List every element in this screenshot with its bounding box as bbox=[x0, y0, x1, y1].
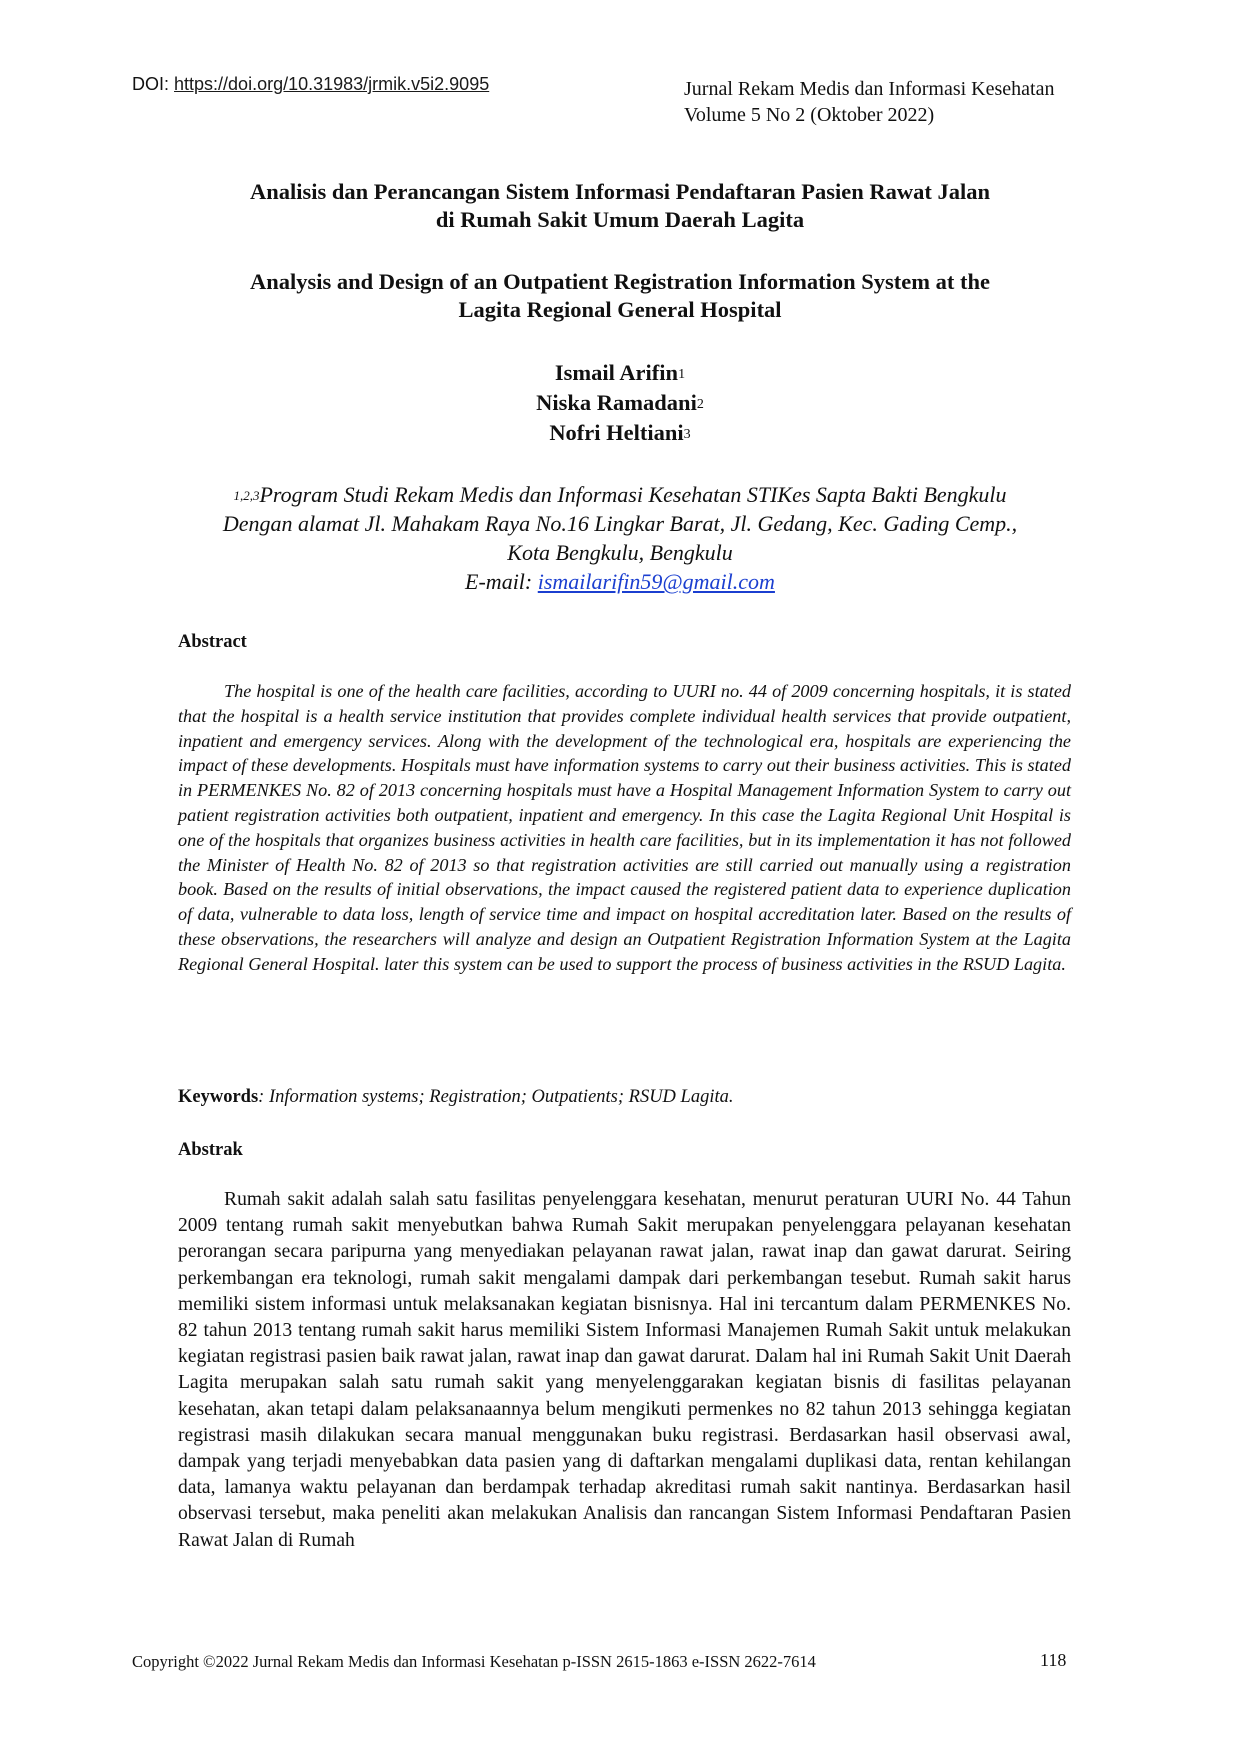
affiliation-line2: Dengan alamat Jl. Mahakam Raya No.16 Lingkar Barat, Jl. Gedang, Kec. Gading Cemp., bbox=[222, 511, 1018, 536]
title-indonesian bbox=[160, 178, 1080, 234]
affiliation-line1 bbox=[160, 480, 1080, 509]
journal-volume: Volume 5 No 2 (Oktober 2022) bbox=[684, 104, 935, 126]
email-label: E-mail: bbox=[465, 569, 538, 594]
author-name: Ismail Arifin bbox=[554, 360, 679, 385]
title-en-line1: Analysis and Design of an Outpatient Registration Information System at the bbox=[249, 269, 991, 294]
journal-info bbox=[684, 76, 1054, 128]
author-name: Nofri Heltiani bbox=[549, 420, 684, 445]
abstrak-text: Rumah sakit adalah salah satu fasilitas penyelenggara kesehatan, menurut peraturan UURI No. 44 Tahun 2009 tentang rumah sakit menyebutkan bahwa Rumah Sakit merupakan penyelenggara pelayanan kesehatan perorangan secara paripurna yang menyediakan pelayanan rawat jalan, rawat inap dan gawat darurat. Seiring perkembangan era teknologi, rumah sakit mengalami dampak dari perkembangan tesebut. Rumah sakit harus memiliki sistem informasi untuk melaksanakan kegiatan bisnisnya. Hal ini tercantum dalam PERMENKES No. 82 tahun 2013 tentang rumah sakit harus memiliki Sistem Informasi Manajemen Rumah Sakit untuk melakukan kegiatan registrasi pasien baik rawat jalan, rawat inap dan gawat darurat. Dalam hal ini Rumah Sakit Unit Daerah Lagita merupakan salah satu rumah sakit yang menyelenggarakan kegiatan bisnis di fasilitas pelayanan kesehatan, akan tetapi dalam pelaksanaannya belum mengikuti permenkes no 82 tahun 2013 sehingga kegiatan registrasi masih dilakukan secara manual menggunakan buku registrasi. Berdasarkan hasil observasi awal, dampak yang terjadi menyebabkan data pasien yang di daftarkan mengalami duplikasi data, rentan kehilangan data, lamanya waktu pelayanan dan berdampak terhadap akreditasi rumah sakit nantinya. Berdasarkan hasil observasi tersebut, maka peneliti akan melakukan Analisis dan rancangan Sistem Informasi Pendaftaran Pasien Rawat Jalan di Rumah bbox=[178, 1189, 1071, 1551]
author-mark: 3 bbox=[683, 427, 691, 442]
abstract-text: The hospital is one of the health care facilities, according to UURI no. 44 of 2009 concerning hospitals, it is stated that the hospital is a health service institution that provides complete individual health services that provide outpatient, inpatient and emergency services. Along with the development of the technological era, hospitals are experiencing the impact of these developments. Hospitals must have information systems to carry out their business activities. This is stated in PERMENKES No. 82 of 2013 concerning hospitals must have a Hospital Management Information System to carry out patient registration activities both outpatient, inpatient and emergency. In this case the Lagita Regional Unit Hospital is one of the hospitals that organizes business activities in health care facilities, but in its implementation it has not followed the Minister of Health No. 82 of 2013 so that registration activities are still carried out manually using a registration book. Based on the results of initial observations, the impact caused the registered patient data to experience duplication of data, vulnerable to data loss, length of service time and impact on hospital accreditation later. Based on the results of these observations, the researchers will analyze and design an Outpatient Registration Information System at the Lagita Regional General Hospital. later this system can be used to support the process of business activities in the RSUD Lagita. bbox=[178, 681, 1071, 974]
title-id-line2: di Rumah Sakit Umum Daerah Lagita bbox=[435, 207, 805, 232]
author bbox=[160, 358, 1080, 388]
abstract-heading: Abstract bbox=[178, 632, 247, 652]
title-english bbox=[160, 268, 1080, 324]
email-link[interactable]: ismailarifin59@gmail.com bbox=[537, 569, 775, 594]
author-mark: 2 bbox=[696, 397, 704, 412]
keywords-label: Keywords bbox=[178, 1087, 259, 1107]
author-name: Niska Ramadani bbox=[536, 390, 697, 415]
author bbox=[160, 388, 1080, 418]
affiliation-institution: Program Studi Rekam Medis dan Informasi Kesehatan STIKes Sapta Bakti Bengkulu bbox=[259, 482, 1007, 507]
keywords-text: : Information systems; Registration; Outpatients; RSUD Lagita. bbox=[258, 1087, 734, 1107]
journal-name: Jurnal Rekam Medis dan Informasi Kesehatan bbox=[684, 78, 1055, 100]
doi-line bbox=[132, 74, 489, 95]
footer-copyright: Copyright ©2022 Jurnal Rekam Medis dan Informasi Kesehatan p-ISSN 2615-1863 e-ISSN 2622-7614 bbox=[132, 1652, 816, 1671]
title-en-line2: Lagita Regional General Hospital bbox=[458, 297, 782, 322]
abstrak-heading: Abstrak bbox=[178, 1140, 243, 1160]
affiliation bbox=[160, 480, 1080, 596]
author bbox=[160, 418, 1080, 448]
keywords-line bbox=[178, 1087, 734, 1108]
doi-label: DOI: bbox=[132, 74, 175, 94]
title-id-line1: Analisis dan Perancangan Sistem Informasi Pendaftaran Pasien Rawat Jalan bbox=[249, 179, 991, 204]
affiliation-marks: 1,2,3 bbox=[233, 488, 260, 503]
email-line bbox=[160, 567, 1080, 596]
page-number: 118 bbox=[1040, 1650, 1067, 1670]
author-mark: 1 bbox=[678, 367, 686, 382]
affiliation-line3: Kota Bengkulu, Bengkulu bbox=[507, 540, 733, 565]
doi-link[interactable]: https://doi.org/10.31983/jrmik.v5i2.9095 bbox=[174, 74, 490, 94]
author-list bbox=[160, 358, 1080, 448]
